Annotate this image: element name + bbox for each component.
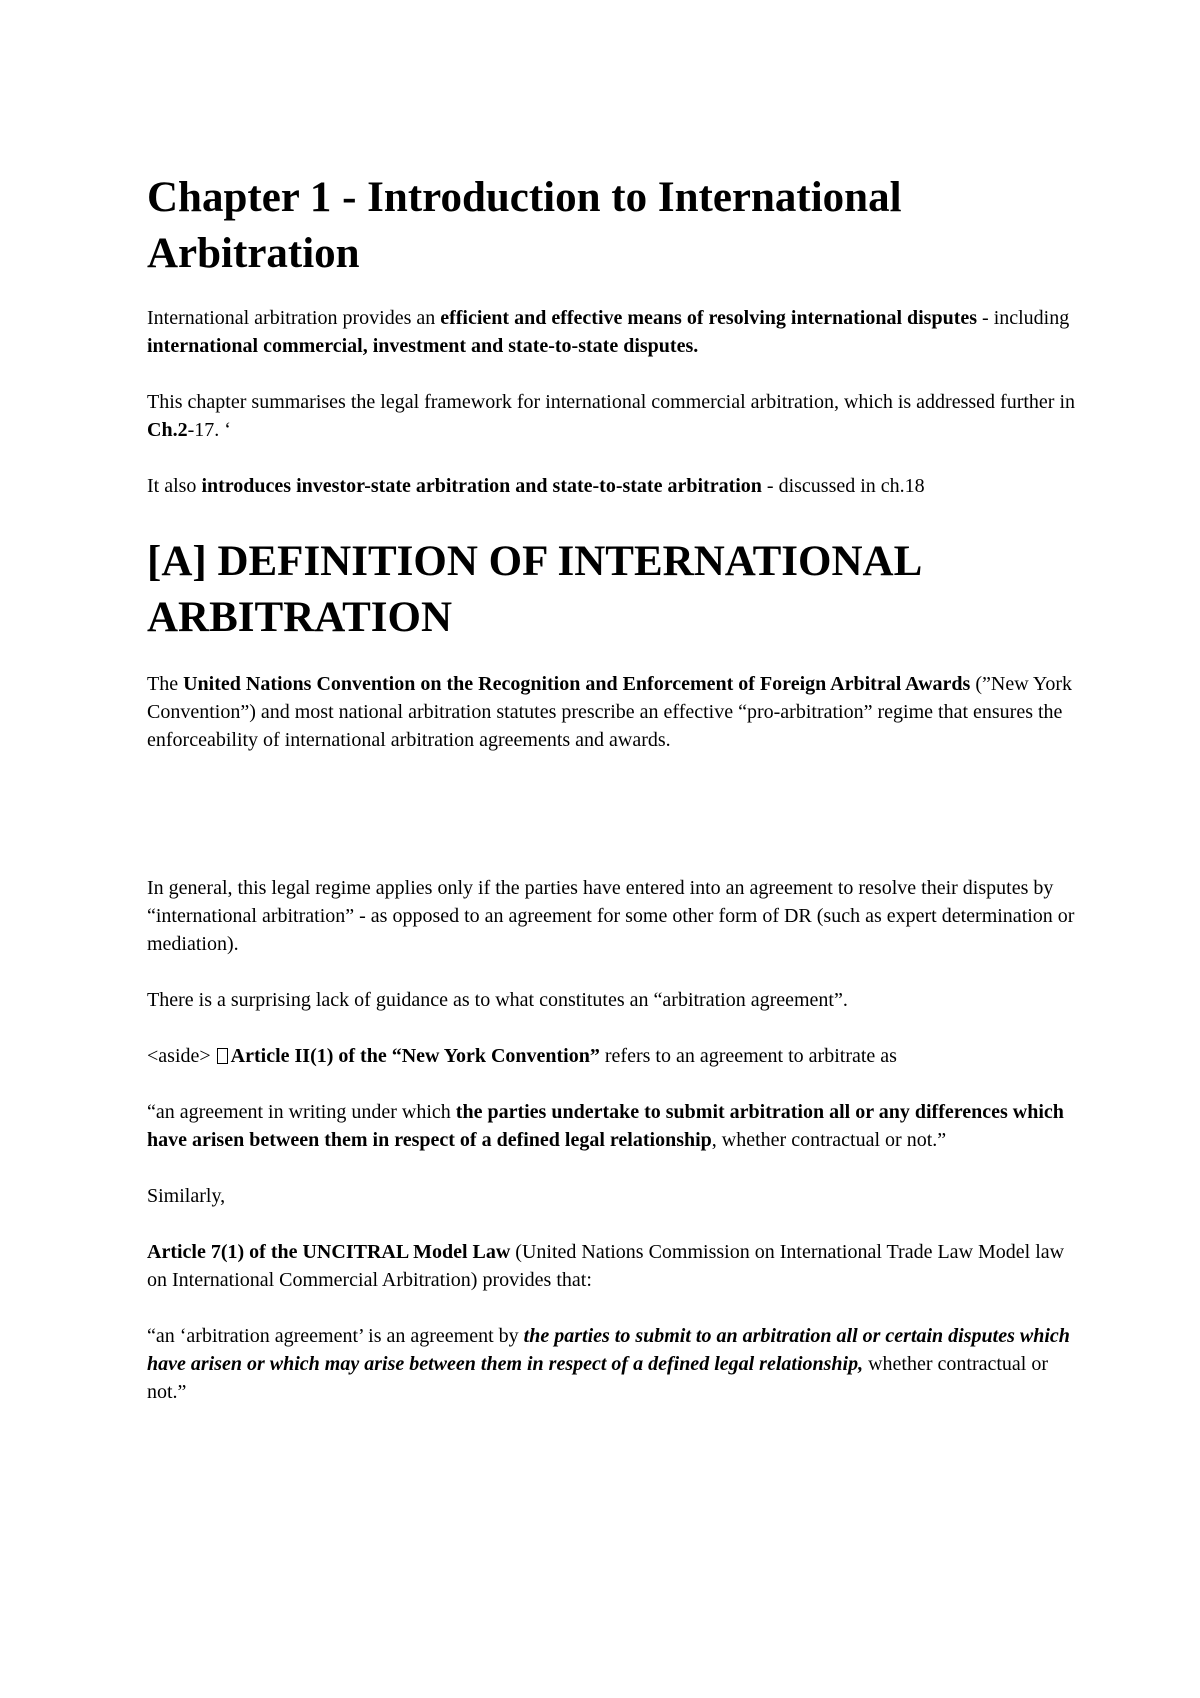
new-york-convention-quote: “an agreement in writing under which the parties undertake to submit arbitration all or any differences which have arisen between them in respect of a defined legal relationship, whether contractual or not.”	[147, 1101, 1064, 1151]
section-a-heading: [A] DEFINITION OF INTERNATIONAL ARBITRATION	[147, 538, 920, 641]
similarly-paragraph: Similarly,	[147, 1185, 226, 1207]
uncitral-quote: “an ‘arbitration agreement’ is an agreement by the parties to submit to an arbitration all or certain disputes which have arisen or which may arise between them in respect of a defined legal relationship, whether contractual or not.”	[147, 1325, 1070, 1403]
uncitral-paragraph: Article 7(1) of the UNCITRAL Model Law (United Nations Commission on International Trade Law Model law on International Commercial Arbitration) provides that:	[147, 1241, 1065, 1291]
aside-paragraph: <aside> Article II(1) of the “New York Convention” refers to an agreement to arbitrate as	[147, 1045, 897, 1067]
blank-space	[147, 782, 1077, 874]
section-a-paragraph-3: There is a surprising lack of guidance as to what constitutes an “arbitration agreement”.	[147, 989, 848, 1011]
chapter-title: Chapter 1 - Introduction to International Arbitration	[147, 174, 902, 277]
intro-paragraph-3: It also introduces investor-state arbitration and state-to-state arbitration - discussed in ch.18	[147, 475, 925, 497]
intro-paragraph-2: This chapter summarises the legal framework for international commercial arbitration, which is addressed further in Ch.2-17. ‘	[147, 391, 1076, 441]
missing-glyph-icon	[217, 1048, 228, 1064]
document-body	[147, 170, 1077, 1434]
section-a-paragraph-1: The United Nations Convention on the Recognition and Enforcement of Foreign Arbitral Awards (”New York Convention”) and most national arbitration statutes prescribe an effective “pro-arbitration” regime that ensures the enforceability of international arbitration agreements and awards.	[147, 673, 1073, 751]
intro-paragraph-1: International arbitration provides an efficient and effective means of resolving international disputes - including international commercial, investment and state-to-state disputes.	[147, 307, 1070, 357]
section-a-paragraph-2: In general, this legal regime applies only if the parties have entered into an agreement to resolve their disputes by “international arbitration” - as opposed to an agreement for some other form of DR (such as expert determination or mediation).	[147, 877, 1075, 955]
